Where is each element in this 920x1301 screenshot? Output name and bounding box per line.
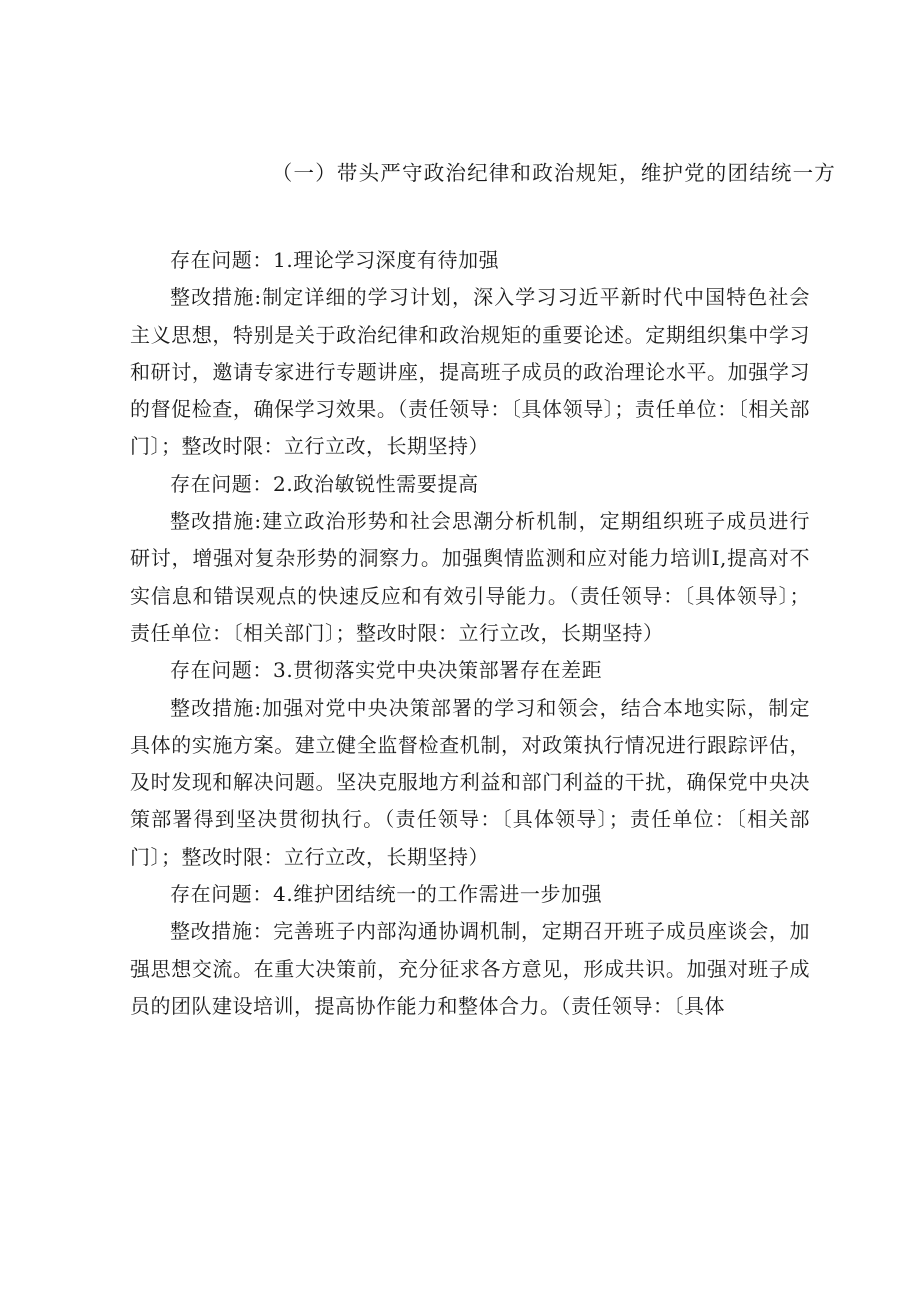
problem-3: 存在问题：3.贯彻落实党中央决策部署存在差距 (170, 658, 603, 683)
problem-1: 存在问题：1.理论学习深度有待加强 (170, 248, 500, 272)
section-heading: （一）带头严守政治纪律和政治规矩，维护党的团结统一方 (271, 161, 836, 185)
measure-1: 整改措施:制定详细的学习计划，深入学习习近平新时代中国特色社会主义思想，特别是关于政治纪律和政治规矩的重要论述。定期组织集中学习和研讨，邀请专家进行专题讲座，提高班子成员的政治理论水平。加强学习的督促检查，确保学习效果。（责任领导：〔具体领导〕；责任单位：〔相关部门〕；整改时限：立行立改，长期坚持） (130, 285, 810, 459)
measure-4: 整改措施：完善班子内部沟通协调机制，定期召开班子成员座谈会，加强思想交流。在重大决策前，充分征求各方意见，形成共识。加强对班子成员的团队建设培训，提高协作能力和整体合力。（责任领导：〔具体 (130, 919, 810, 1018)
problem-4: 存在问题：4.维护团结统一的工作需进一步加强 (170, 882, 603, 907)
measure-3: 整改措施:加强对党中央决策部署的学习和领会，结合本地实际，制定具体的实施方案。建立健全监督检查机制，对政策执行情况进行跟踪评估，及时发现和解决问题。坚决克服地方利益和部门利益的干扰，确保党中央决策部署得到坚决贯彻执行。（责任领导：〔具体领导〕；责任单位：〔相关部门〕；整改时限：立行立改，长期坚持） (130, 695, 810, 869)
document-body (130, 242, 810, 1025)
problem-2: 存在问题：2.政治敏锐性需要提高 (170, 471, 479, 496)
measure-2: 整改措施:建立政治形势和社会思潮分析机制，定期组织班子成员进行研讨，增强对复杂形势的洞察力。加强舆情监测和应对能力培训I,提高对不实信息和错误观点的快速反应和有效引导能力。（责任领导：〔具体领导〕；责任单位：〔相关部门〕；整改时限：立行立改，长期坚持） (130, 509, 810, 645)
